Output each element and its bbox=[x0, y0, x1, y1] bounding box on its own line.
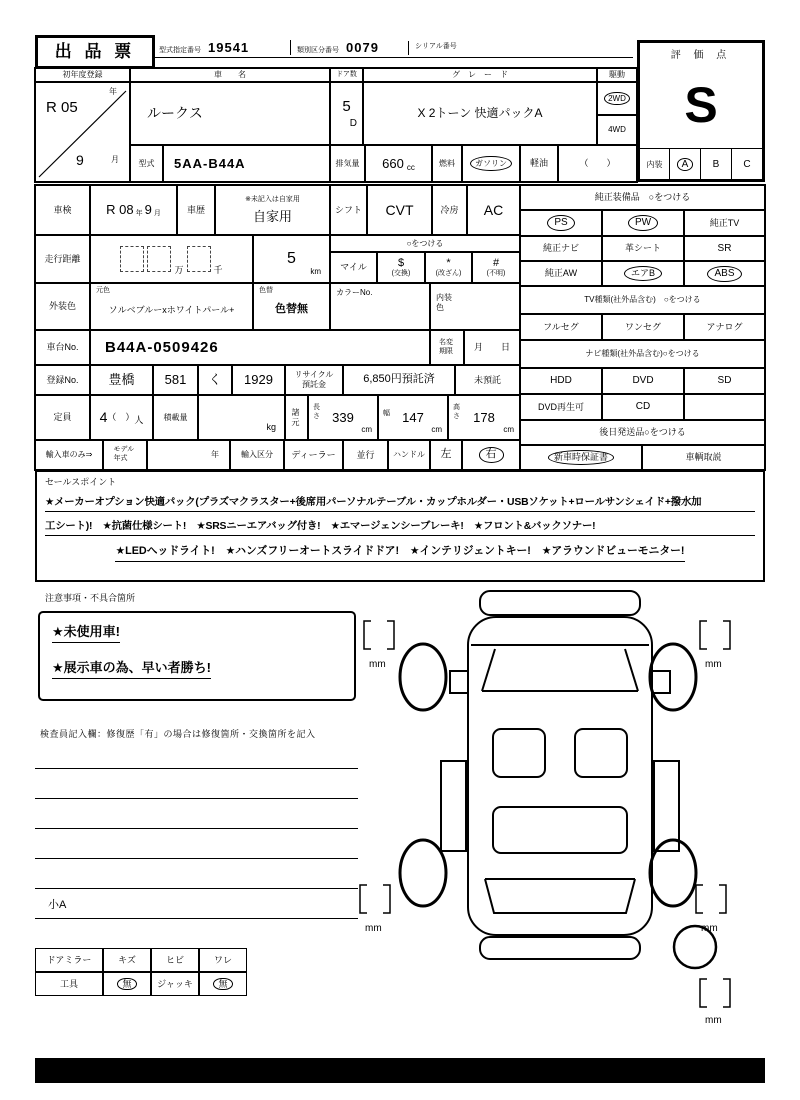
model-year-unit: 年 bbox=[147, 440, 230, 470]
load-cell bbox=[198, 395, 285, 440]
displacement-cell bbox=[365, 145, 432, 182]
rear-right-wheel bbox=[650, 840, 696, 906]
bracket-spare bbox=[700, 979, 730, 1007]
displacement-value: 660 bbox=[382, 155, 404, 171]
displacement-label: 排気量 bbox=[330, 145, 365, 182]
base-color-value: ソルベブルーxホワイトパール+ bbox=[108, 305, 235, 316]
model-designation-value: 19541 bbox=[208, 40, 250, 55]
first-reg-month: 9 bbox=[76, 152, 84, 169]
warranty-cell bbox=[520, 445, 642, 470]
registration-no-label: 登録No. bbox=[35, 365, 90, 395]
odometer-box bbox=[187, 246, 211, 272]
left-mirror bbox=[450, 671, 468, 693]
equip-pw-cell bbox=[602, 210, 684, 236]
bracket-bottom-left bbox=[360, 885, 390, 913]
tamper-symbol: * bbox=[446, 256, 451, 269]
bracket-top-left bbox=[364, 621, 394, 649]
height-value: 178 bbox=[473, 409, 495, 425]
tool-none-cell bbox=[103, 972, 151, 996]
mm-label-bottom-right: mm bbox=[701, 923, 718, 934]
first-registration-cell bbox=[35, 82, 130, 182]
registration-number: 1929 bbox=[232, 365, 285, 395]
fuel-gasoline-selected: ガソリン bbox=[470, 156, 512, 172]
sales-line-1: ★メーカーオプション快適パック(プラズマクラスター+後席用パーソナルテーブル・カップホルダー・USBソケット+ロールサンシェイド+撥水加 bbox=[45, 488, 755, 512]
header-car-name: 車 名 bbox=[130, 68, 330, 82]
recycle-label-2: 預託金 bbox=[302, 380, 326, 389]
mm-label-top-right: mm bbox=[705, 659, 722, 670]
equip-tv: 純正TV bbox=[684, 210, 765, 236]
equip-ps-selected: PS bbox=[547, 215, 574, 231]
model-year-label: モデル年式 bbox=[113, 446, 135, 462]
shaken-month-unit: 月 bbox=[153, 209, 161, 217]
import-class-label: 輸入区分 bbox=[230, 440, 284, 470]
exchange-note: (交換) bbox=[391, 269, 411, 277]
name-change-label: 名変期限 bbox=[439, 338, 453, 355]
import-only-label: 輸入車のみ⇒ bbox=[35, 440, 103, 470]
dvd-playable: DVD再生可 bbox=[520, 394, 602, 420]
unknown-option bbox=[472, 252, 520, 283]
height-label: 高さ bbox=[453, 404, 460, 420]
mm-label-spare: mm bbox=[705, 1015, 722, 1025]
door-mirror-label: ドアミラー bbox=[35, 948, 103, 972]
inspector-note: 検査員記入欄：修復歴「有」の場合は修復箇所・交換箇所を記入 bbox=[40, 729, 316, 739]
fuel-label: 燃料 bbox=[432, 145, 462, 182]
shaken-value-cell bbox=[90, 185, 177, 235]
registration-kana: く bbox=[198, 365, 232, 395]
front-bumper bbox=[480, 591, 640, 615]
equip-ps-cell bbox=[520, 210, 602, 236]
jack-none-cell bbox=[199, 972, 247, 996]
name-change-label-cell bbox=[430, 330, 464, 365]
model-code-label: 型式 bbox=[130, 145, 163, 182]
unit-sen: 千 bbox=[213, 265, 223, 276]
width-value: 147 bbox=[402, 409, 424, 425]
tool-label: 工具 bbox=[35, 972, 103, 996]
equipment-header: 純正装備品 ○をつける bbox=[520, 185, 765, 210]
front-left-wheel bbox=[400, 644, 446, 710]
navi-hdd: HDD bbox=[520, 368, 602, 394]
header-first-registration: 初年度登録 bbox=[35, 68, 130, 82]
odometer-cell bbox=[90, 235, 253, 283]
tamper-note: (改ざん) bbox=[435, 269, 462, 277]
break-label: ワレ bbox=[199, 948, 247, 972]
front-seat-left bbox=[493, 729, 545, 777]
tool-none-selected: 無 bbox=[117, 978, 136, 991]
interior-color-cell bbox=[430, 283, 520, 330]
serial-number-group bbox=[408, 41, 528, 55]
sales-line-3-wrap bbox=[45, 541, 755, 562]
spec-label-cell bbox=[285, 395, 308, 440]
handle-right-cell bbox=[462, 440, 520, 470]
interior-grade-a-cell bbox=[670, 149, 701, 179]
repaint-label: 色替 bbox=[259, 287, 273, 294]
header-doors: ドア数 bbox=[330, 68, 363, 82]
spec-label: 諸元 bbox=[291, 407, 300, 427]
header-drive: 駆動 bbox=[597, 68, 637, 82]
shift-value: CVT bbox=[367, 185, 432, 235]
load-label: 積載量 bbox=[153, 395, 198, 440]
history-cell bbox=[215, 185, 330, 235]
length-label: 長さ bbox=[313, 404, 320, 420]
bottom-black-bar bbox=[35, 1058, 765, 1083]
right-door-panel bbox=[654, 761, 679, 851]
mileage-value-cell bbox=[253, 235, 330, 283]
notes-box bbox=[38, 611, 356, 701]
class-number-label: 類別区分番号 bbox=[297, 47, 339, 54]
bracket-top-right bbox=[700, 621, 730, 649]
recycle-label-1: リサイクル bbox=[294, 370, 334, 380]
capacity-cell bbox=[90, 395, 153, 440]
left-door-panel bbox=[441, 761, 466, 851]
model-designation-group bbox=[155, 40, 290, 55]
capacity-value: 4 bbox=[99, 409, 108, 426]
class-number-value: 0079 bbox=[346, 40, 379, 55]
length-cell bbox=[308, 395, 378, 440]
registration-area: 豊橋 bbox=[90, 365, 153, 395]
load-unit: kg bbox=[266, 422, 276, 433]
notes-line-2: ★展示車の為、早い者勝ち! bbox=[52, 657, 211, 679]
shaken-year-unit: 年 bbox=[135, 209, 143, 217]
sales-line-3: ★LEDヘッドライト! ★ハンズフリーオートスライドドア! ★インテリジェントキー! ★アラウンドビューモニター! bbox=[115, 543, 684, 562]
sheet-title: 出 品 票 bbox=[35, 35, 155, 69]
shift-label: シフト bbox=[330, 185, 367, 235]
parallel-option: 並行 bbox=[343, 440, 388, 470]
handle-left: 左 bbox=[430, 440, 462, 470]
model-designation-label: 型式指定番号 bbox=[159, 47, 201, 54]
fuel-diesel: 軽油 bbox=[520, 145, 558, 182]
jack-none-selected: 無 bbox=[213, 978, 232, 991]
exterior-color-label: 外装色 bbox=[35, 283, 90, 330]
exchange-option bbox=[377, 252, 425, 283]
color-no-label: カラーNo. bbox=[336, 288, 373, 297]
interior-grade-a-selected: A bbox=[677, 158, 694, 171]
model-year-label-cell bbox=[103, 440, 147, 470]
first-reg-month-unit: 月 bbox=[111, 155, 119, 165]
car-name: ルークス bbox=[130, 82, 330, 145]
mileage-label: 走行距離 bbox=[35, 235, 90, 283]
jack-label: ジャッキ bbox=[151, 972, 199, 996]
recycle-label-cell bbox=[285, 365, 343, 395]
handle-right-selected: 右 bbox=[479, 447, 504, 462]
interior-grade-row bbox=[640, 148, 762, 179]
mm-label-top-left: mm bbox=[369, 659, 386, 670]
interior-grade-b: B bbox=[701, 149, 732, 179]
cooling-value: AC bbox=[467, 185, 520, 235]
recycle-not-deposited: 未預託 bbox=[455, 365, 520, 395]
notes-section-label: 注意事項・不具合箇所 bbox=[45, 593, 136, 603]
capacity-unit: 人 bbox=[134, 415, 144, 426]
shaken-label: 車検 bbox=[35, 185, 90, 235]
chassis-label: 車台No. bbox=[35, 330, 90, 365]
ruled-line bbox=[35, 918, 358, 919]
doors-cell bbox=[330, 82, 363, 145]
equip-sr: SR bbox=[684, 236, 765, 261]
ruled-line bbox=[35, 828, 358, 829]
windshield-pillar-right bbox=[625, 649, 638, 691]
width-unit: cm bbox=[431, 425, 442, 435]
rear-bench-seat bbox=[493, 807, 627, 853]
later-shipping-header: 後日発送品○をつける bbox=[520, 420, 765, 445]
equip-navi: 純正ナビ bbox=[520, 236, 602, 261]
equip-aw: 純正AW bbox=[520, 261, 602, 286]
tv-oneseg: ワンセグ bbox=[602, 314, 684, 340]
bracket-bottom-right bbox=[696, 885, 726, 913]
navi-cd: CD bbox=[602, 394, 684, 420]
drive-2wd-selected: 2WD bbox=[604, 92, 630, 106]
doors-d: D bbox=[349, 117, 357, 129]
rear-bumper bbox=[480, 937, 640, 959]
history-note: ※未記入は自家用 bbox=[245, 195, 300, 203]
rear-left-wheel bbox=[400, 840, 446, 906]
length-value: 339 bbox=[332, 409, 354, 425]
unknown-note: (不明) bbox=[486, 269, 506, 277]
mm-label-bottom-left: mm bbox=[365, 923, 382, 934]
height-unit: cm bbox=[503, 425, 514, 435]
ruled-line bbox=[35, 858, 358, 859]
drive-4wd: 4WD bbox=[597, 115, 637, 145]
front-seat-right bbox=[575, 729, 627, 777]
exchange-symbol: $ bbox=[397, 256, 405, 269]
mileage-value: 5 bbox=[287, 250, 296, 268]
mileage-unit: km bbox=[310, 267, 321, 277]
first-reg-year-unit: 年 bbox=[109, 87, 117, 96]
ruled-line bbox=[35, 888, 358, 889]
name-change-value: 月 日 bbox=[464, 330, 520, 365]
length-unit: cm bbox=[361, 425, 372, 435]
equip-airbag-selected: エアB bbox=[624, 266, 662, 281]
handle-label: ハンドル bbox=[388, 440, 430, 470]
base-color-label: 元色 bbox=[96, 287, 110, 294]
unit-man: 万 bbox=[174, 265, 184, 276]
height-cell bbox=[448, 395, 520, 440]
sales-line-2: 工シート)! ★抗菌仕様シート! ★SRSニーエアバッグ付き! ★エマージェンシーブレーキ! ★フロント&バックソナー! bbox=[45, 512, 755, 536]
capacity-paren: （ ） bbox=[107, 412, 135, 423]
tamper-option bbox=[425, 252, 472, 283]
odometer-box bbox=[120, 246, 144, 272]
fuel-other: （ ） bbox=[558, 145, 637, 182]
registration-class: 581 bbox=[153, 365, 198, 395]
navi-empty-cell bbox=[684, 394, 765, 420]
scratch-label: キズ bbox=[103, 948, 151, 972]
evaluation-score: S bbox=[684, 76, 718, 133]
cooling-label: 冷房 bbox=[432, 185, 467, 235]
shaken-era: R 08 bbox=[106, 202, 134, 218]
notes-line-1: ★未使用車! bbox=[52, 621, 120, 643]
shaken-month: 9 bbox=[144, 202, 152, 218]
equip-abs-selected: ABS bbox=[707, 266, 741, 282]
tv-fullseg: フルセグ bbox=[520, 314, 602, 340]
ruled-line bbox=[35, 768, 358, 769]
mileage-circle-note: ○をつける bbox=[330, 235, 520, 252]
vehicle-manual: 車輌取説 bbox=[642, 445, 765, 470]
crack-label: ヒビ bbox=[151, 948, 199, 972]
front-right-wheel bbox=[650, 644, 696, 710]
tv-analog: アナログ bbox=[684, 314, 765, 340]
navi-type-header: ナビ種類(社外品含む)○をつける bbox=[520, 340, 765, 368]
width-cell bbox=[378, 395, 448, 440]
displacement-unit: cc bbox=[406, 162, 415, 172]
header-grade: グ レ ー ド bbox=[363, 68, 597, 82]
repaint-cell bbox=[253, 283, 330, 330]
chassis-value: B44A-0509426 bbox=[90, 330, 430, 365]
equip-leather: 革シート bbox=[602, 236, 684, 261]
dealer-option: ディーラー bbox=[284, 440, 343, 470]
grade-value: X 2トーン 快適パックA bbox=[363, 82, 597, 145]
windshield-pillar-left bbox=[482, 649, 495, 691]
drive-2wd-cell bbox=[597, 82, 637, 115]
small-a-note: 小A bbox=[48, 899, 67, 911]
interior-grade-c: C bbox=[743, 158, 751, 170]
unknown-symbol: # bbox=[492, 256, 500, 269]
base-color-cell bbox=[90, 283, 253, 330]
sales-points-label: セールスポイント bbox=[45, 477, 117, 487]
color-no-cell bbox=[330, 283, 430, 330]
navi-dvd: DVD bbox=[602, 368, 684, 394]
odometer-box bbox=[147, 246, 171, 272]
equip-abs-cell bbox=[684, 261, 765, 286]
evaluation-box bbox=[637, 40, 765, 182]
width-label: 幅 bbox=[383, 410, 390, 417]
class-number-group bbox=[290, 40, 408, 55]
fuel-gasoline-cell bbox=[462, 145, 520, 182]
ruled-line bbox=[35, 798, 358, 799]
model-code-value: 5AA-B44A bbox=[163, 145, 330, 182]
car-diagram bbox=[355, 585, 765, 1025]
sales-points-section bbox=[35, 470, 765, 582]
evaluation-label: 評 価 点 bbox=[670, 50, 732, 61]
equip-pw-selected: PW bbox=[628, 215, 658, 231]
interior-color-label: 内装色 bbox=[436, 293, 452, 312]
repaint-value: 色替無 bbox=[275, 302, 308, 315]
mile-option: マイル bbox=[330, 252, 377, 283]
tv-type-header: TV種類(社外品含む) ○をつける bbox=[520, 286, 765, 314]
history-value: 自家用 bbox=[252, 208, 292, 224]
right-mirror bbox=[652, 671, 670, 693]
history-label: 車歴 bbox=[177, 185, 215, 235]
interior-label: 内装 bbox=[640, 149, 670, 179]
first-reg-era: R 05 bbox=[46, 99, 78, 116]
header-number-strip bbox=[155, 35, 633, 58]
recycle-value: 6,850円預託済 bbox=[343, 365, 455, 395]
capacity-label: 定員 bbox=[35, 395, 90, 440]
serial-number-label: シリアル番号 bbox=[415, 43, 457, 50]
navi-sd: SD bbox=[684, 368, 765, 394]
doors-value: 5 bbox=[342, 97, 351, 115]
rear-window bbox=[485, 879, 635, 913]
equip-airbag-cell bbox=[602, 261, 684, 286]
warranty-selected: 新車時保証書 bbox=[548, 450, 614, 465]
